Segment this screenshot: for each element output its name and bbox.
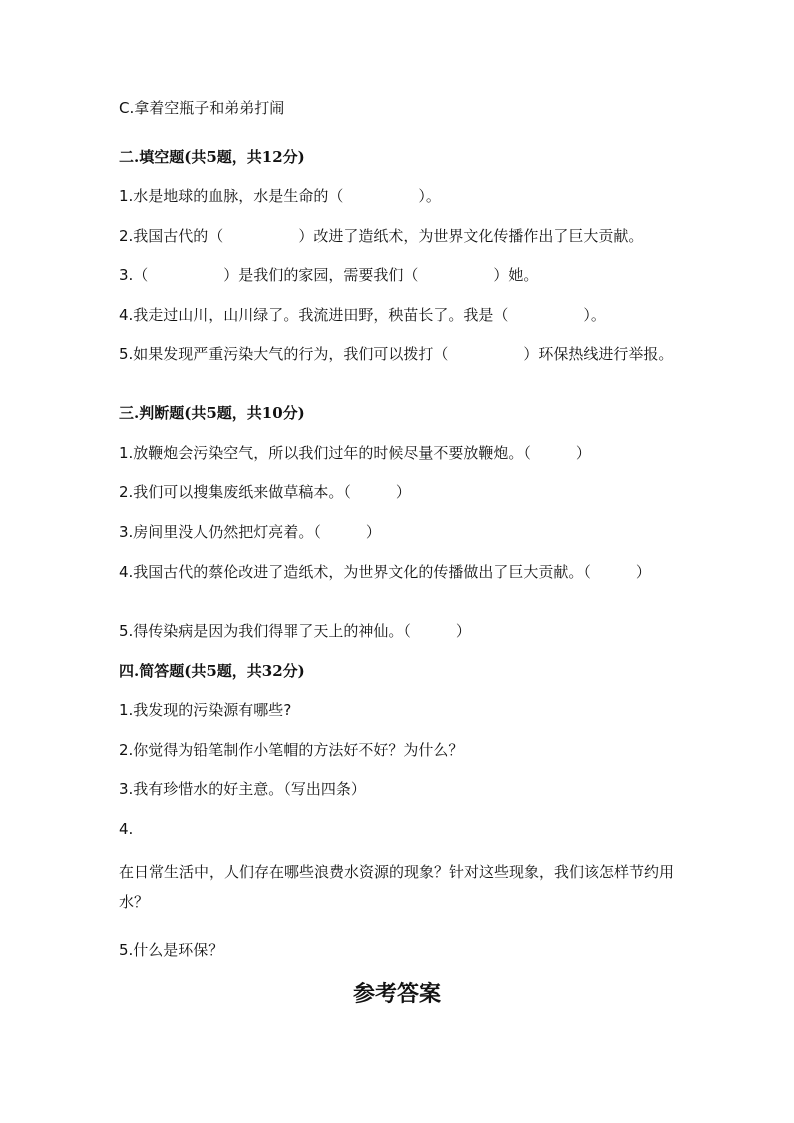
short-answer-question-5: 5.什么是环保？: [119, 941, 224, 959]
true-false-question-4: 4.我国古代的蔡伦改进了造纸术，为世界文化的传播做出了巨大贡献。（ ）: [119, 563, 651, 581]
short-answer-question-2: 2.你觉得为铅笔制作小笔帽的方法好不好？为什么？: [119, 741, 464, 759]
short-answer-question-3: 3.我有珍惜水的好主意。（写出四条）: [119, 780, 366, 798]
true-false-question-2: 2.我们可以搜集废纸来做草稿本。（ ）: [119, 483, 411, 501]
short-answer-question-4-number: 4.: [119, 820, 134, 838]
true-false-question-3: 3.房间里没人仍然把灯亮着。（ ）: [119, 523, 381, 541]
section-heading-true-false: 三.判断题(共5题，共10分): [119, 404, 305, 422]
fill-blank-question-3: 3.（ ）是我们的家园，需要我们（ ）她。: [119, 266, 539, 284]
fill-blank-question-4: 4.我走过山川，山川绿了。我流进田野，秧苗长了。我是（ ）。: [119, 306, 606, 324]
fill-blank-question-2: 2.我国古代的（ ）改进了造纸术，为世界文化传播作出了巨大贡献。: [119, 227, 644, 245]
option-c-text: C.拿着空瓶子和弟弟打闹: [119, 99, 285, 117]
true-false-question-5: 5.得传染病是因为我们得罪了天上的神仙。（ ）: [119, 622, 471, 640]
section-heading-short-answer: 四.简答题(共5题，共32分): [119, 662, 305, 680]
fill-blank-question-1: 1.水是地球的血脉，水是生命的（ ）。: [119, 187, 441, 205]
short-answer-question-1: 1.我发现的污染源有哪些?: [119, 701, 292, 719]
short-answer-question-4: 在日常生活中，人们存在哪些浪费水资源的现象？针对这些现象，我们该怎样节约用水？: [119, 863, 675, 911]
section-heading-fill-blank: 二.填空题(共5题，共12分): [119, 148, 305, 166]
answer-key-title: 参考答案: [352, 981, 441, 1007]
fill-blank-question-5: 5.如果发现严重污染大气的行为，我们可以拨打（ ）环保热线进行举报。: [119, 345, 674, 363]
true-false-question-1: 1.放鞭炮会污染空气，所以我们过年的时候尽量不要放鞭炮。（ ）: [119, 444, 591, 462]
